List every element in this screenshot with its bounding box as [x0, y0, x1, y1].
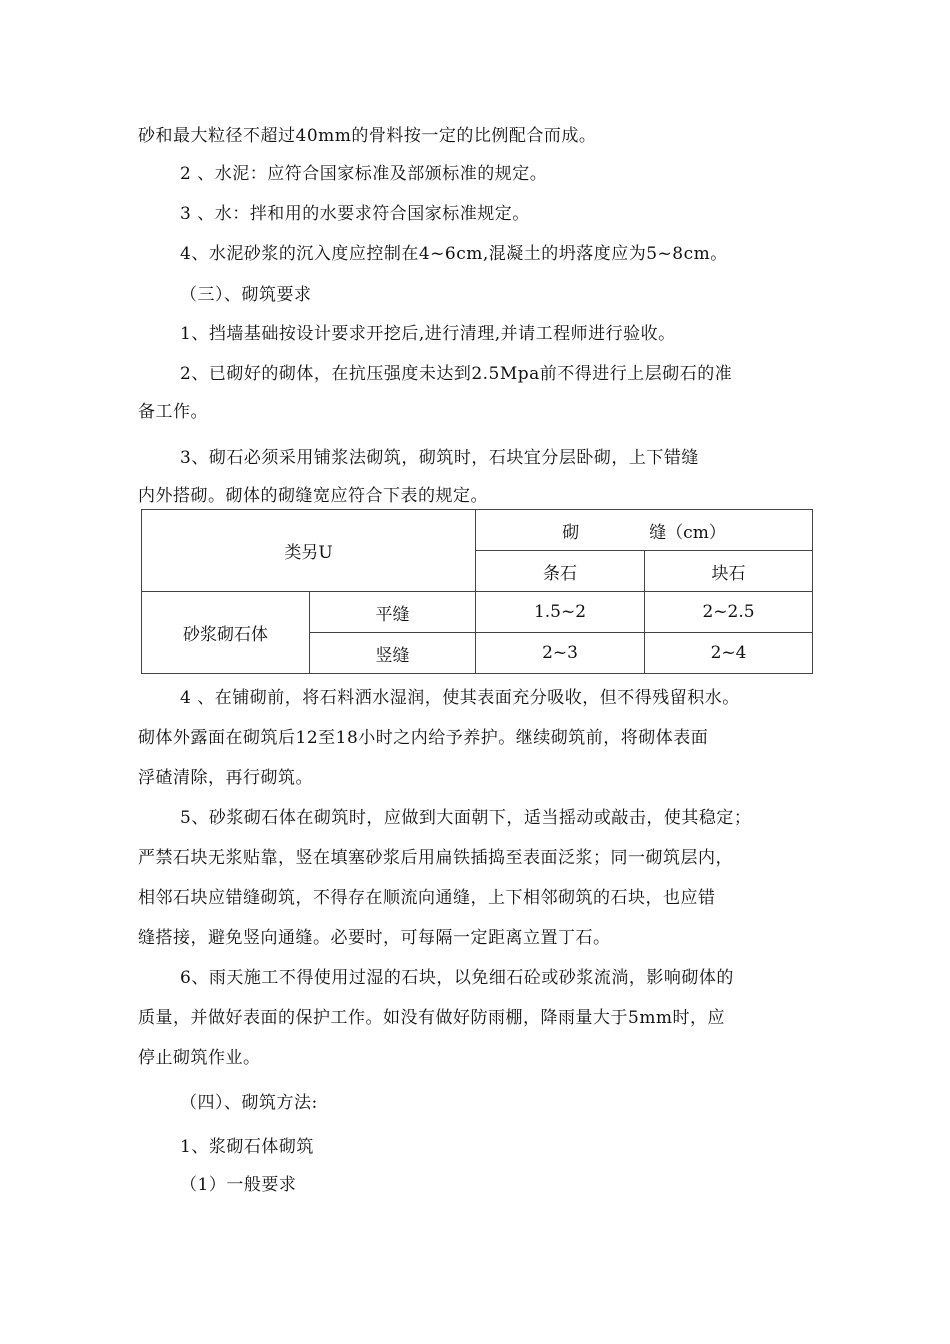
- table-header-strip-stone: 条石: [476, 551, 645, 592]
- table-cell: 1.5~2: [476, 592, 645, 633]
- paragraph-line: 2 、水泥：应符合国家标准及部颁标准的规定。: [180, 164, 548, 184]
- subsection-heading: （1）一般要求: [180, 1175, 297, 1195]
- section-heading: （三）、砌筑要求: [180, 285, 312, 305]
- paragraph-line: 相邻石块应错缝砌筑，不得存在顺流向通缝，上下相邻砌筑的石块，也应错: [138, 888, 716, 908]
- paragraph-line: 4、水泥砂浆的沉入度应控制在4~6cm,混凝土的坍落度应为5~8cm。: [180, 244, 728, 264]
- paragraph-line: 2、已砌好的砌体，在抗压强度未达到2.5Mpa前不得进行上层砌石的准: [180, 364, 733, 384]
- table-header-block-stone: 块石: [645, 551, 813, 592]
- paragraph-line: 3、砌石必须采用铺浆法砌筑，砌筑时，石块宜分层卧砌，上下错缝: [180, 448, 699, 468]
- table-header-category: 类另U: [142, 510, 476, 592]
- paragraph-line: 停止砌筑作业。: [138, 1048, 261, 1068]
- paragraph-line: 内外搭砌。砌体的砌缝宽应符合下表的规定。: [138, 486, 488, 506]
- paragraph-line: 缝搭接，避免竖向通缝。必要时，可每隔一定距离立置丁石。: [138, 928, 611, 948]
- table-cell: 2~3: [476, 633, 645, 674]
- paragraph-line: 1、挡墙基础按设计要求开挖后,进行清理,并请工程师进行验收。: [180, 324, 676, 344]
- table-cell: 2~2.5: [645, 592, 813, 633]
- table-row-label: 竖缝: [310, 633, 476, 674]
- paragraph-line: 砂和最大粒径不超过40mm的骨料按一定的比例配合而成。: [138, 126, 597, 146]
- paragraph-line: 备工作。: [138, 402, 208, 422]
- paragraph-line: 3 、水：拌和用的水要求符合国家标准规定。: [180, 204, 530, 224]
- subsection-heading: 1、浆砌石体砌筑: [180, 1137, 314, 1157]
- paragraph-line: 4 、在铺砌前，将石料洒水湿润，使其表面充分吸收，但不得残留积水。: [180, 688, 740, 708]
- paragraph-line: 5、砂浆砌石体在砌筑时，应做到大面朝下，适当摇动或敲击，使其稳定；: [180, 808, 752, 828]
- paragraph-line: 浮碴清除，再行砌筑。: [138, 768, 313, 788]
- table-cell: 2~4: [645, 633, 813, 674]
- table-header-joint: 砌 缝（cm）: [476, 510, 813, 551]
- paragraph-line: 质量，并做好表面的保护工作。如没有做好防雨棚，降雨量大于5mm时，应: [138, 1008, 726, 1028]
- paragraph-line: 严禁石块无浆贴靠，竖在填塞砂浆后用扁铁插捣至表面泛浆；同一砌筑层内，: [138, 848, 733, 868]
- table-row-label: 平缝: [310, 592, 476, 633]
- joint-width-table: [141, 509, 813, 674]
- section-heading: （四）、砌筑方法:: [180, 1093, 318, 1113]
- paragraph-line: 6、雨天施工不得使用过湿的石块，以免细石砼或砂浆流淌，影响砌体的: [180, 968, 734, 988]
- paragraph-line: 砌体外露面在砌筑后12至18小时之内给予养护。继续砌筑前，将砌体表面: [138, 728, 709, 748]
- table-row-group-label: 砂浆砌石体: [142, 592, 310, 674]
